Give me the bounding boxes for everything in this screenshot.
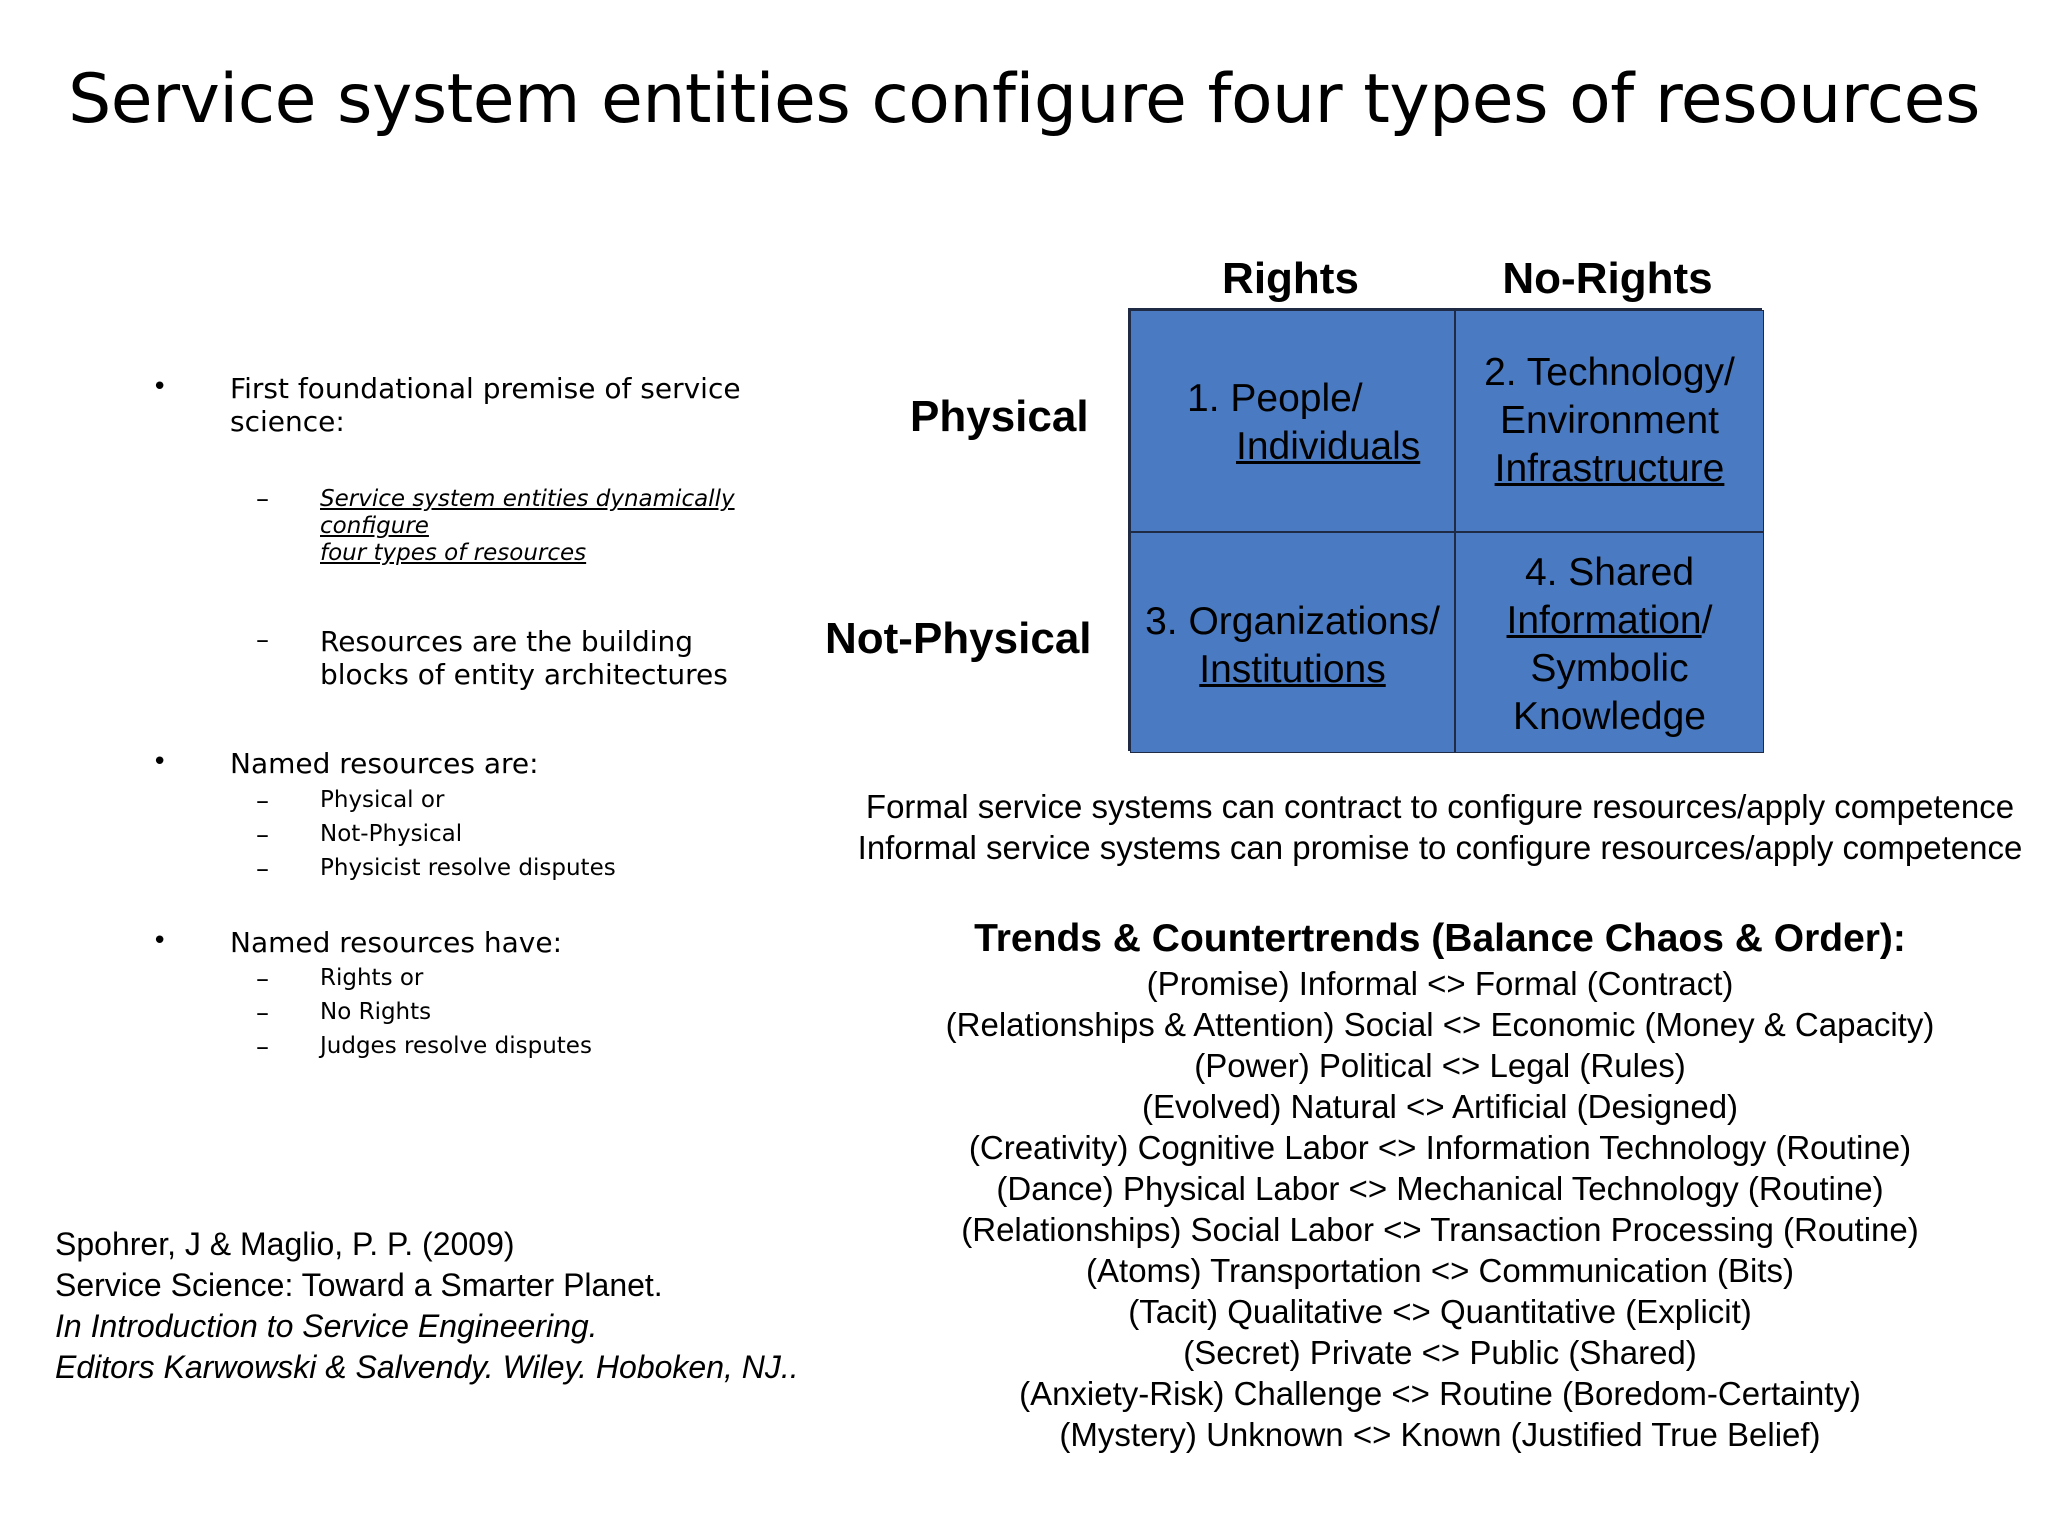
cell4-line1: 4. Shared <box>1524 551 1695 594</box>
trend-item: (Creativity) Cognitive Labor <> Information Technology (Routine) <box>968 1129 1912 1166</box>
dash-marker: – <box>256 786 269 816</box>
cell4-line2-underlined: Information <box>1506 599 1702 642</box>
named-have-item: Judges resolve disputes <box>320 1033 592 1059</box>
cell-organizations-institutions <box>1130 532 1455 753</box>
citation-line1: Spohrer, J & Maglio, P. P. (2009) <box>55 1226 515 1262</box>
slide-title: Service system entities configure four types of resources <box>68 60 1980 139</box>
cell-shared-information <box>1455 532 1764 753</box>
dash-marker: – <box>256 1032 269 1062</box>
cell-people-individuals <box>1130 310 1455 532</box>
trend-item: (Relationships) Social Labor <> Transaction Processing (Routine) <box>961 1211 1919 1248</box>
named-are-item: Physical or <box>320 787 445 813</box>
trend-item: (Anxiety-Risk) Challenge <> Routine (Boredom-Certainty) <box>1019 1375 1861 1412</box>
trend-item: (Power) Political <> Legal (Rules) <box>1194 1047 1686 1084</box>
trend-item: (Relationships & Attention) Social <> Economic (Money & Capacity) <box>945 1006 1935 1043</box>
citation-line2: Service Science: Toward a Smarter Planet. <box>55 1267 663 1303</box>
dash-marker: – <box>256 484 269 514</box>
premise-text-line2: science: <box>230 405 345 438</box>
cell4-line3: Symbolic <box>1530 647 1689 690</box>
trend-item: (Mystery) Unknown <> Known (Justified True Belief) <box>1059 1416 1821 1453</box>
named-have-item: No Rights <box>320 999 432 1025</box>
cell4-line2 <box>1456 597 1763 645</box>
premise-sub1-line2: configure <box>320 513 429 539</box>
column-header-no-rights: No-Rights <box>1502 254 1713 303</box>
named-have-label: Named resources have: <box>230 926 563 959</box>
citation-line4: Editors Karwowski & Salvendy. Wiley. Hoboken, NJ.. <box>55 1349 799 1385</box>
bullet-marker: • <box>152 926 168 956</box>
bullet-marker: • <box>152 372 168 402</box>
trends-heading: Trends & Countertrends (Balance Chaos & Order): <box>974 917 1906 960</box>
column-header-rights: Rights <box>1222 254 1359 303</box>
cell2-line1: 2. Technology/ <box>1484 351 1735 394</box>
cell2-line2: Environment <box>1500 399 1719 442</box>
trend-item: (Evolved) Natural <> Artificial (Designed) <box>1141 1088 1739 1125</box>
dash-marker: – <box>256 964 269 994</box>
row-header-physical: Physical <box>910 392 1089 441</box>
dash-marker: – <box>256 820 269 850</box>
cell3-line1: 3. Organizations/ <box>1145 600 1440 643</box>
dash-marker: – <box>256 998 269 1028</box>
trend-item: (Secret) Private <> Public (Shared) <box>1183 1334 1697 1371</box>
bullet-marker: • <box>152 747 168 777</box>
named-are-label: Named resources are: <box>230 747 539 780</box>
cell-technology-environment <box>1455 310 1764 532</box>
informal-systems-text: Informal service systems can promise to configure resources/apply competence <box>857 829 2023 866</box>
trend-item: (Promise) Informal <> Formal (Contract) <box>1146 965 1734 1002</box>
trend-item: (Dance) Physical Labor <> Mechanical Technology (Routine) <box>996 1170 1884 1207</box>
named-have-item: Rights or <box>320 965 424 991</box>
formal-systems-text: Formal service systems can contract to configure resources/apply competence <box>865 788 2015 825</box>
premise-text-line1: First foundational premise of service <box>230 372 741 405</box>
resource-matrix <box>1128 308 1762 751</box>
premise-sub1-line3: four types of resources <box>320 540 587 566</box>
named-are-item: Not-Physical <box>320 821 463 847</box>
cell1-line2: Individuals <box>1236 425 1421 468</box>
premise-sub2-line1: Resources are the building <box>320 625 694 658</box>
trend-item: (Atoms) Transportation <> Communication (Bits) <box>1086 1252 1794 1289</box>
premise-sub1-line1: Service system entities dynamically <box>320 486 735 512</box>
cell4-line2-slash: / <box>1701 599 1713 642</box>
dash-marker: – <box>256 625 269 655</box>
bullet-list <box>0 0 820 1100</box>
cell3-line2: Institutions <box>1199 648 1386 691</box>
citation-line3: In Introduction to Service Engineering. <box>55 1308 598 1344</box>
cell4-line4: Knowledge <box>1513 695 1706 738</box>
trend-item: (Tacit) Qualitative <> Quantitative (Explicit) <box>1128 1293 1752 1330</box>
row-header-not-physical: Not-Physical <box>825 614 1092 663</box>
cell1-line1: 1. People/ <box>1187 377 1363 420</box>
named-are-item: Physicist resolve disputes <box>320 855 616 881</box>
dash-marker: – <box>256 854 269 884</box>
premise-sub2-line2: blocks of entity architectures <box>320 658 728 691</box>
cell2-line3: Infrastructure <box>1494 447 1725 490</box>
